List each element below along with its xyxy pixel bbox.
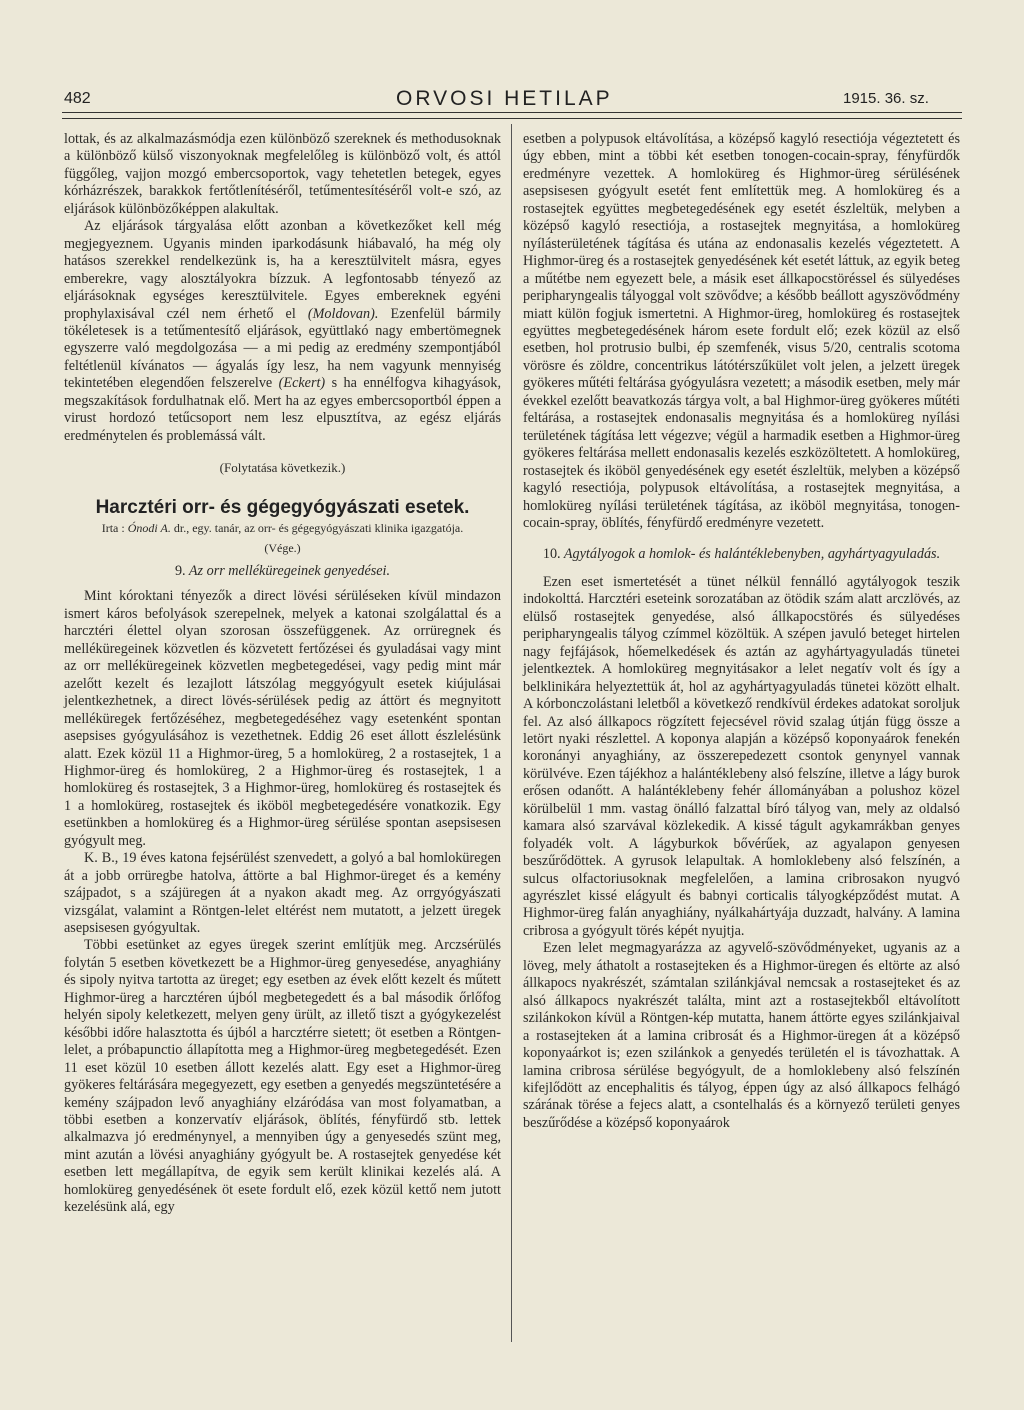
author: Ónodi A. — [127, 521, 171, 536]
continued-note: (Folytatása következik.) — [219, 460, 346, 476]
left-column — [64, 131, 501, 1217]
column-divider — [511, 124, 512, 1342]
header-rule-top — [62, 112, 962, 113]
paragraph: esetben a polypusok eltávolítása, a középső kagyló resectiója végeztetett és úgy ebben, mint a többi két esetben tonogen-cocain-spray, fényfürdők eredményre vezettek. A homloküreg és Highmor-üreg sérülésének asepsisesen gyógyult esetét fent említettük meg. A homloküreg és a rostasejtek együttes megbetegedésének egy esetét észleltük, melyben a középső kagyló resectiója, a rostasejtek megnyitása, a homloküreg nyílásterületének tágítása és utána az endonasalis kezelés végeztetett. A Highmor-üreg és a rostasejtek genyedésének két esetét láttuk, az egyik beteg a műtétbe nem egyezett bele, a másik eset állkapocstöréssel és sülyedéses peripharyngealis tályoggal volt szövődve; a később beállott agyszövődmény miatt külön fogjuk ismertetni. A Highmor-üreg, homloküreg és rostasejtek együttes megbetegedésének három esete fordult elő; ezek közül az első esetben, hol protrusio bulbi, ép szemfenék, visus 5/20, centralis scotoma vörösre és zöldre, concentrikus látótérszűkület volt jelen, a jelzett üregek gyökeres műtéti feltárása gyógyulásra vezetett; a második esetben, mely már évekkel ezelőtt beavatkozás tárgya volt, a bal Highmor-üreg gyökeres műtéti feltárása, a rostasejtek endonasalis megnyitása és a homloküreg nyílási területének tágítása lett végezve; végül a harmadik esetben a Highmor-üreg gyökeres feltárása mellett endonasalis kezelés eszközöltetett. A homloküreg, rostasejtek és iköböl genyedésének egy esetét észleltük, melyben a középső kagyló resectiója, polypusok eltávolítása, a rostasejtek megnyitása, a homloküreg nyílási területének tágítása, az iköböl megnyitása, tonogen-cocain-spray, öblítés, fényfürdő eredményre vezetett. — [523, 131, 960, 531]
article-title: Harcztéri orr- és gégegyógyászati esetek. — [95, 496, 470, 518]
citation: (Moldovan). — [307, 305, 379, 322]
section-heading: 10. Agytályogok a homlok- és halántéklebenyben, agyhártyagyuladás. — [542, 546, 941, 563]
issue-label: 1915. 36. sz. — [843, 90, 929, 107]
right-column — [523, 131, 960, 1132]
header-rule-bottom — [62, 118, 962, 119]
paragraph: Mint kóroktani tényezők a direct lövési sérüléseken kívül mindazon ismert káros befolyások szerepelnek, melyek a katonai szolgálattal és a harcztéri élettel olyan szorosan összefüggenek. Az orrüregnek és melléküregeinek közvetlen és közvetett fertőzései és gyuladásai vagy mint az orr melléküregeinek közvetlen megbetegedései, vagy pedig mint már azelőtt kezelt és lezajlott látszólag meggyógyult esetek kiújulásai jelentkezhetnek, a direct lövés-sérülések pedig az áttört és megnyitott melléküregek fertőzéséhez, megbetegedéséhez vagy esetenként spontan asepsises gyógyulásához is vezethetnek. Eddig 26 eset állott észlelésünk alatt. Ezek közül 11 a Highmor-üreg, 5 a homloküreg, 2 a rostasejtek, 1 a Highmor-üreg és homloküreg, 2 a Highmor-üreg és rostasejtek, 1 a homloküreg és rostasejtek, 3 a Highmor-üreg, homloküreg és rostasejtek és 1 a homloküreg, rostasejtek és iköböl megbetegedésére vonatkozik. Egy esetünkben a homloküreg és a Highmor-üreg sérülése spontan asepsisesen gyógyult meg. — [64, 588, 501, 849]
citation: (Eckert) — [278, 375, 326, 392]
paragraph: Ezen lelet megmagyarázza az agyvelő-szövődményeket, ugyanis az a löveg, mely áthatolt a rostasejteken és a Highmor-üregen és eltörte az alsó állkapocs nyakrészét, számtalan szilánkjával nemcsak a rostasejteket és az alsó állkapocs nyakrészét találta, mint azt a rostasejtekből eltávolított szilánkokon kívül a Röntgen-kép mutatta, hanem áttörte egyes szilánkjaival a rostasejteken át a lamina cribrosát és a Highmor-üregen át a középső koponyaárkot is; ezen szilánkok a genyedés területén el is távozhattak. A lamina cribrosa sérülése begyógyult, de a homloklebeny alsó felszínén kifejlődött az encephalitis és tályog, éppen úgy az alsó állkapocs felhágó szárának törése a fejecs alatt, a csontelhalás és a környező területi genyes beszűrődése a középső koponyaárok — [523, 940, 960, 1131]
end-note: (Vége.) — [264, 540, 301, 555]
visus-fraction: 5/20 — [823, 340, 849, 357]
page-number: 482 — [64, 90, 91, 107]
paragraph: K. B., 19 éves katona fejsérülést szenvedett, a golyó a bal homloküregen át a jobb orrüregbe hatolva, áttörte a bal Highmor-üreget és a kemény szájpadot, s a szájüregen át a nyakon akadt meg. Az orrgyógyászati vizsgálat, valamint a Röntgen-lelet eltérést nem mutatott, a jelzett üregek asepsisesen gyógyultak. — [64, 850, 501, 937]
section-heading: 9. Az orr melléküregeinek genyedései. — [174, 562, 391, 579]
paragraph: Többi esetünket az egyes üregek szerint említjük meg. Arczsérülés folytán 5 esetben következett be a Highmor-üreg genyesedése, anyaghiány és sipoly nyitva tartotta az üreget; egy esetben az évek előtt kezelt és műtett Highmor-üreg a harcztéren újból megbetegedett és a bal második őrlőfog helyén sipoly keletkezett, melyen geny ürült, az illető tiszt a gyógykezelést későbbi időre halasztotta és újból a harcztérre sietett; öt esetben a Röntgen-lelet, a próbapunctio állapította meg a Highmor-üreg megbetegedését. Ezen 11 eset közül 10 esetben állott kezelés alatt. Egy eset a Highmor-üreg gyökeres feltárására megegyezett, egy esetben a genyedés megszüntetésére a kemény szájpadon levő anyaghiány elzáródása van most folyamatban, a többi esetben a konzervatív eljárások, öblítés, fényfürdő stb. lettek alkalmazva jó eredménynyel, a mennyiben úgy a genyesedés szünt meg, mint azután a lövési anyaghiány gyógyult be. A rostasejtek genyedése két esetben lett megállapítva, de egyik sem került klinikai kezelés alá. A homloküreg genyedésének öt esete fordult elő, ezek közül kettő nem jutott kezelésünk alá, egy — [64, 937, 501, 1216]
paragraph: Ezen eset ismertetését a tünet nélkül fennálló agytályogok teszik indokolttá. Harcztéri eseteink sorozatában az ötödik szám alatt arczlövés, az elülső rostasejtek genyedése, alsó állkapocstörés és sülyedéses peripharyngealis tályog czímmel közöltük. A szépen javuló beteget hirtelen nagy fejfájások, hőemelkedések és aztán az agyhártyagyuladás tünetei jelentkeztek. A homloküreg megnyitásakor a lelet negatív volt és így a belklinikára helyeztettük át, hol az agyhártyagyuladás tünetei között elhalt. A kórbonczolástani leletből a következő rendkívül érdekes adatokat soroljuk fel. Az alsó állkapocs rögzített fejecsével rövid szalag útján függ össze a letört nyaki részlettel. A koponya alapján a középső koponyaárok fenekén koronányi anyaghiány, az összerepedezett csontok genynyel vannak körülvéve. Ezen tájékhoz a halántéklebeny alsó felszíne, illetve a lágy burok erősen odanőtt. A halántéklebeny fehér állományában a polushoz közel körülbelül 1 mm. vastag önálló falzattal bíró tályog van, mely az oldalsó kamara alsó szarvával közlekedik. A kissé tágult agykamrákban genyes folyadék volt. A lágyburkok bővérűek, az agyalapon genyesen beszűrődöttek. A gyrusok lelapultak. A homloklebeny alsó felszínén, a sulcus olfactoriusoknak megfelelően, a lamina cribrosakon nyugvó agyrészlet kissé elágyult és babnyi corticalis tályogképződést mutat. A Highmor-üreg falán anyaghiány, nyálkahártyája duzzadt, halvány. A lamina cribrosa a gyógyult törés képét nyujtja. — [523, 573, 960, 939]
byline: Irta : Ónodi A. dr., egy. tanár, az orr- és gégegyógyászati klinika igazgatója. — [101, 521, 464, 536]
journal-title: ORVOSI HETILAP — [396, 87, 613, 110]
paragraph: lottak, és az alkalmazásmódja ezen különböző szereknek és methodusoknak a különböző külső viszonyoknak megfelelőleg is különböző volt, és attól függőleg, vajjon mozgó embercsoportok, vagy tehetetlen betegek, egyes kórházrészek, barakkok fertőtlenítéséről, tetűmentesítéséről volt-e szó, az eljárások különbözőképpen alakultak. — [64, 131, 501, 217]
paragraph: Az eljárások tárgyalása előtt azonban a következőket kell még megjegyeznem. Ugyanis minden iparkodásunk hiábavaló, ha még oly hatásos szerekkel rendelkezünk is, ha a keresztülvitelt másra, egyes emberekre, vagy alosztályokra bízzuk. A legfontosabb tényező az eljárásoknak egységes keresztülvitele. Egyes embereknek egyéni prophylaxisával czél nem érhető el (Moldovan). Ezenfelül bármily tökéletesek is a tetűmentesítő eljárások, együttlakó nagy embertömegnek egyszerre való megdolgozása — a mi pedig az eredmény szempontjából feltétlenül kívánatos — ágyalás így lesz, ha nem vagyunk mennyiség tekintetében elegendően felszerelve (Eckert) s ha ennélfogva kihagyások, megszakítások fordulhatnak elő. Mert ha az egyes embercsoportból éppen a virust hordozó tetűcsoport nem lesz elpusztítva, az egész eljárás eredménytelen és problemássá vált. — [64, 218, 501, 444]
